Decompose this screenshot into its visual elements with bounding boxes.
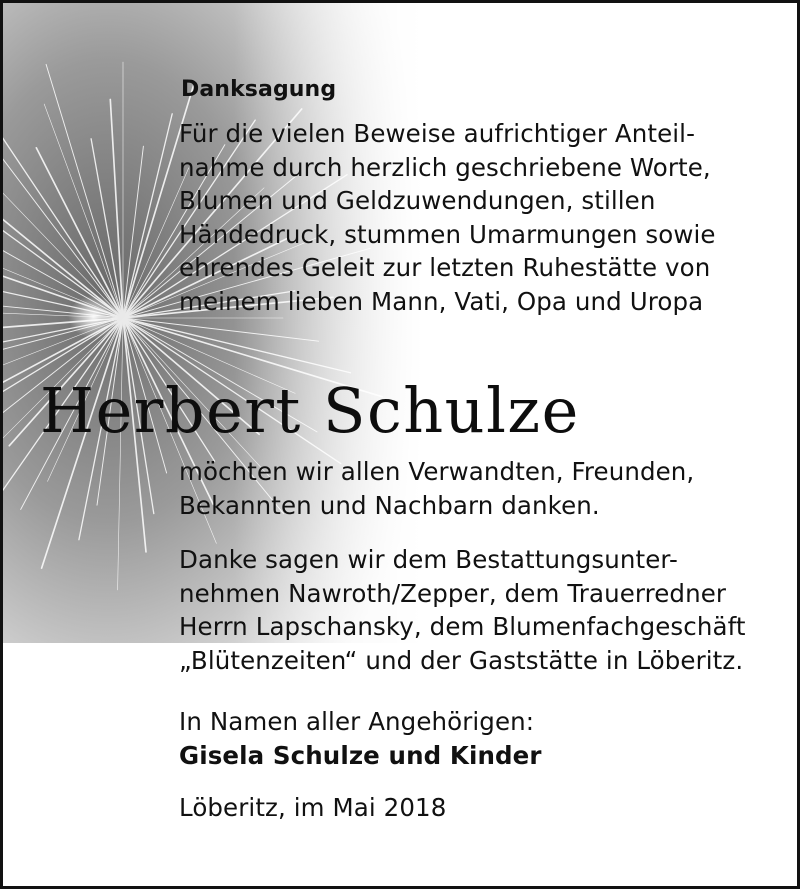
heading: Danksagung: [181, 77, 337, 102]
intro-line: Blumen und Geldzuwendungen, stillen: [179, 186, 656, 215]
intro-line: nahme durch herzlich geschriebene Worte,: [179, 152, 711, 182]
intro-line: ehrendes Geleit zur letzten Ruhestätte von: [179, 253, 711, 282]
vendors-paragraph: [179, 543, 746, 677]
thanks-line: möchten wir allen Verwandten, Freunden,: [179, 457, 695, 486]
intro-paragraph: [179, 117, 716, 318]
vendors-line: „Blütenzeiten“ und der Gaststätte in Löberitz.: [179, 645, 744, 675]
thanks-line: Bekannten und Nachbarn danken.: [179, 490, 600, 520]
thanks-paragraph: [179, 455, 694, 522]
deceased-name: Herbert Schulze: [40, 374, 580, 447]
signoff-label: In Namen aller Angehörigen:: [179, 707, 535, 736]
intro-line: Händedruck, stummen Umarmungen sowie: [179, 219, 716, 249]
place-date: Löberitz, im Mai 2018: [179, 793, 447, 822]
intro-line: Für die vielen Beweise aufrichtiger Anteil-: [179, 119, 696, 148]
signoff-block: [179, 705, 542, 772]
signoff-names: Gisela Schulze und Kinder: [179, 740, 542, 770]
vendors-line: Herrn Lapschansky, dem Blumenfachgeschäft: [179, 612, 746, 641]
vendors-line: Danke sagen wir dem Bestattungsunter-: [179, 545, 678, 574]
intro-line: meinem lieben Mann, Vati, Opa und Uropa: [179, 286, 704, 316]
vendors-line: nehmen Nawroth/Zepper, dem Trauerredner: [179, 578, 727, 608]
